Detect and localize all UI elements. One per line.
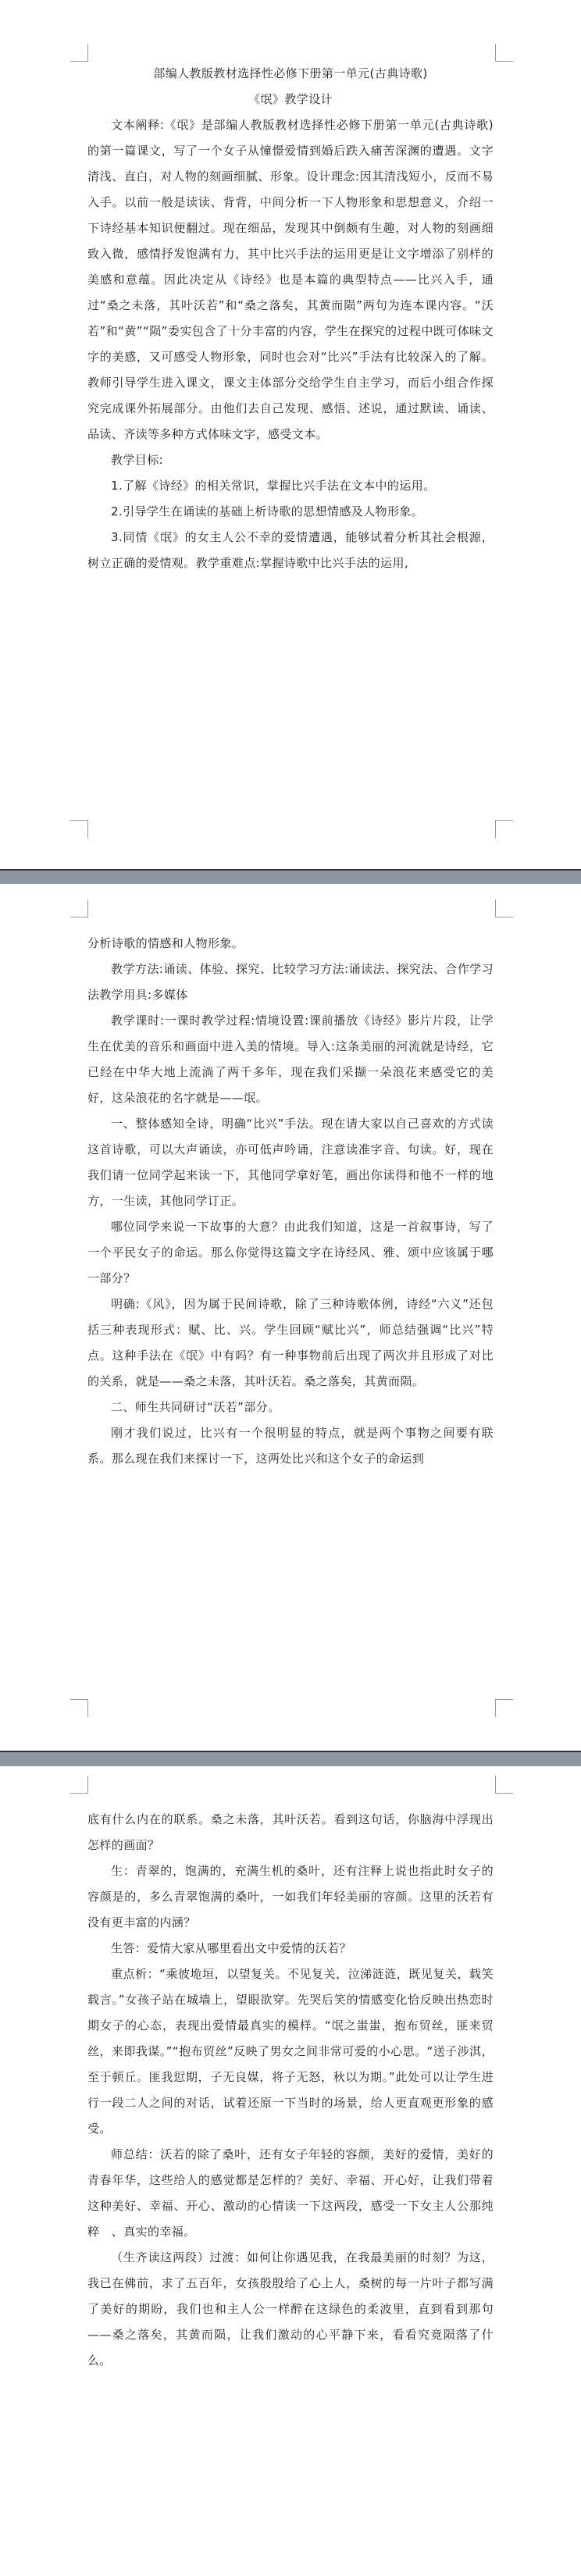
- margin-corner-mark: [495, 1699, 513, 1717]
- paragraph: 3.同情《氓》的女主人公不幸的爱情遭遇，能够试着分析其社会根源，树立正确的爱情观。教学重难点:掌握诗歌中比兴手法的运用,: [87, 530, 494, 570]
- page-separator: [0, 869, 581, 885]
- paragraph: 教学目标:: [111, 453, 164, 467]
- paragraph: 明确:《风》，因为属于民间诗歌，除了三种诗歌体例，诗经“六义”还包括三种表现形式：赋、比、兴。学生回顾“赋比兴”，师总结强调“比兴”特点。这种手法在《氓》中有吗？有一种事物前后出现了两次并且形成了对比的关系，就是——桑之未落，其叶沃若。桑之落矣，其黄而陨。: [87, 1297, 494, 1388]
- document-page-2: [0, 884, 581, 1751]
- document-page-3: [0, 1766, 581, 2576]
- margin-corner-mark: [70, 44, 88, 62]
- paragraph: 分析诗歌的情感和人物形象。: [87, 936, 244, 950]
- paragraph: 刚才我们说过，比兴有一个很明显的特点，就是两个事物之间要有联系。那么现在我们来探讨一下，这两处比兴和这个女子的命运到: [87, 1426, 494, 1466]
- document-page-1: [0, 0, 581, 871]
- margin-corner-mark: [495, 44, 513, 62]
- margin-corner-mark: [495, 820, 513, 838]
- margin-corner-mark: [70, 1699, 88, 1717]
- paragraph: 文本阐释:《氓》是部编人教版教材选择性必修下册第一单元(古典诗歌)的第一篇课文，写了一个女子从憧憬爱情到婚后跌入痛苦深渊的遭遇。文字清浅、直白，对人物的刻画细腻、形象。设计理念:因其清浅短小，反而不易入手。以前一般是读读、背背，中间分析一下人物形象和思想意义，介绍一下诗经基本知识便翻过。现在细品，发现其中倒颇有生趣，对人物的刻画细致入微，感情抒发饱满有力，其中比兴手法的运用更是让文字增添了别样的美感和意蕴。因此决定从《诗经》也是本篇的典型特点——比兴入手，通过“桑之未落，其叶沃若”和“桑之落矣，其黄而陨”两句为连本课内容。“沃若”和“黄”“陨”委实包含了十分丰富的内容，学生在探究的过程中既可体味文字的美感，又可感受人物形象，同时也会对“比兴”手法有比较深入的了解。教师引导学生进入课文，课文主体部分交给学生自主学习，而后小组合作探究完成课外拓展部分。由他们去自己发现、感悟、述说，通过默读、诵读、品读、齐读等多种方式体味文字，感受文本。: [87, 118, 494, 441]
- paragraph: 1.了解《诗经》的相关常识，掌握比兴手法在文本中的运用。: [111, 479, 436, 493]
- page-1-text: [87, 61, 494, 576]
- paragraph: 重点析：“乘彼垝垣，以望复关。不见复关，泣涕涟涟，既见复关，载笑载言。”女孩子站在城墙上，望眼欲穿。先哭后笑的情感变化恰反映出热恋时期女子的心态，表现出爱情最真实的模样。“氓之蚩蚩，抱布贸丝，匪来贸丝，来即我谋。”“抱布贸丝”反映了男女之间非常可爱的小心思。“送子涉淇，至于顿丘。匪我愆期，子无良媒，将子无怒，秋以为期。”此处可以让学生进行一段二人之间的对话，试着还原一下当时的场景，给人更直观更形象的感受。: [87, 1967, 494, 2136]
- document-title: 部编人教版教材选择性必修下册第一单元(古典诗歌): [153, 66, 428, 80]
- paragraph: 教学课时:一课时教学过程:情境设置:课前播放《诗经》影片片段，让学生在优美的音乐和画面中进入美的情境。导入:这条美丽的河流就是诗经，它已经在中华大地上流淌了两千多年，现在我们采撷一朵浪花来感受它的美好，这朵浪花的名字就是——氓。: [87, 1014, 494, 1105]
- page-separator: [0, 1751, 581, 1768]
- paragraph: 哪位同学来说一下故事的大意？由此我们知道，这是一首叙事诗，写了一个平民女子的命运。那么你觉得这篇文字在诗经风、雅、颂中应该属于哪一部分？: [87, 1220, 494, 1285]
- page-3-text: [87, 1807, 494, 2374]
- paragraph: 师总结：沃若的除了桑叶，还有女子年轻的容颜，美好的爱情，美好的青春年华，这些给人的感觉都是怎样的？美好、幸福、开心好，让我们带着这种美好、幸福、开心、激动的心情读一下这两段，感受一下女主人公那纯粹 、真实的幸福。: [87, 2147, 494, 2239]
- paragraph: 底有什么内在的联系。桑之未落，其叶沃若。看到这句话，你脑海中浮现出怎样的画面？: [87, 1812, 494, 1852]
- margin-corner-mark: [70, 1776, 88, 1794]
- page-2-text: [87, 931, 494, 1472]
- document-subtitle: 《氓》教学设计: [248, 92, 333, 106]
- margin-corner-mark: [495, 900, 513, 917]
- margin-corner-mark: [70, 820, 88, 838]
- paragraph: 生答：爱情大家从哪里看出文中爱情的沃若？: [111, 1941, 352, 1955]
- margin-corner-mark: [495, 1776, 513, 1794]
- margin-corner-mark: [70, 900, 88, 917]
- paragraph: 一、整体感知全诗，明确“比兴”手法。现在请大家以自己喜欢的方式读这首诗歌，可以大声诵读，亦可低声吟诵，注意读准字音、句读。好，现在我们请一位同学起来读一下，其他同学拿好笔，画出你读得和他不一样的地方，一生读，其他同学订正。: [87, 1117, 494, 1208]
- paragraph: 2.引导学生在诵读的基础上析诗歌的思想情感及人物形象。: [111, 504, 424, 518]
- paragraph: 教学方法:诵读、体验、探究、比较学习方法:诵读法、探究法、合作学习法教学用具:多媒体: [87, 962, 494, 1002]
- paragraph: 二、师生共同研讨“沃若”部分。: [111, 1400, 280, 1414]
- paragraph: 生：青翠的，饱满的，充满生机的桑叶，还有注释上说也指此时女子的容颜是的，多么青翠饱满的桑叶，一如我们年轻美丽的容颜。这里的沃若有没有更丰富的内涵？: [87, 1864, 494, 1929]
- paragraph: （生齐读这两段）过渡：如何让你遇见我，在我最美丽的时刻？为这，我已在佛前，求了五百年，女孩殷殷给了心上人，桑树的每一片叶子都写满了美好的期盼，我们也和主人公一样醉在这绿色的柔波里，直到看到那句——桑之落矣，其黄而陨，让我们激动的心平静下来，看看究竟陨落了什么。: [87, 2250, 494, 2368]
